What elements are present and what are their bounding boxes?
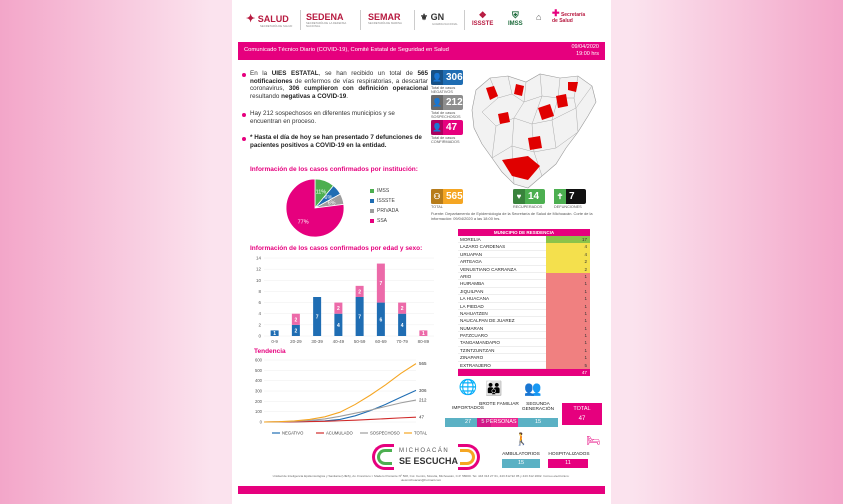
pie-legend-privada: PRIVADA	[370, 208, 399, 214]
bullet-sospechosos: Hay 212 sospechosos en diferentes municipios y se encuentran en proceso.	[250, 110, 395, 125]
stat-defunciones: ✝ 7	[554, 189, 586, 204]
municipio-name: ARIO	[460, 273, 472, 279]
line-ytick: 500	[255, 367, 262, 373]
importados-value: 27	[445, 418, 491, 427]
municipio-row	[458, 347, 590, 354]
people-icon: ⚇	[431, 189, 443, 204]
michoacan-map	[468, 68, 604, 193]
group-icon: 👥	[524, 380, 542, 396]
bar-ytick: 0	[258, 333, 261, 339]
segunda-label: SEGUNDA GENERACIÓN	[521, 402, 555, 413]
municipio-row	[458, 339, 590, 346]
line-end-label: 212	[419, 397, 427, 403]
line-legend-negativo: NEGATIVO	[282, 430, 304, 436]
bar-value-label: 1	[273, 331, 277, 338]
municipio-name: NAHUATZEN	[460, 310, 488, 316]
municipio-row	[458, 354, 590, 361]
hospital-bed-icon: 🛏	[586, 435, 600, 447]
bar-xtick: 0-9	[271, 339, 278, 344]
line-end-label: 565	[419, 361, 427, 367]
municipio-count: 1	[546, 325, 590, 332]
municipio-count: 5	[546, 362, 590, 369]
municipio-row	[458, 251, 590, 258]
line-legend-acumulado: ACUMULADO	[326, 430, 353, 436]
bar-value-label: 2	[400, 306, 404, 313]
hospitalizados-value: 11	[548, 459, 588, 468]
map-region-confirmed	[556, 94, 568, 108]
municipio-name: VENUSTIANO CARRANZA	[460, 266, 517, 272]
heart-icon: ♥	[513, 189, 525, 204]
bullet-dot	[242, 113, 246, 117]
municipio-row	[458, 280, 590, 287]
source-note: Fuente: Departamento de Epidemiología de la Secretaría de Salud de Michoacán. Corte de la información: 09/04/2020 a las 18:00 hrs.	[431, 211, 593, 221]
municipio-count: 1	[546, 339, 590, 346]
line-legend-total: TOTAL	[414, 430, 428, 436]
line-end-label: 306	[419, 387, 427, 393]
walking-icon: 🚶	[514, 432, 529, 446]
ambulatorios-label: AMBULATORIOS	[502, 452, 540, 457]
municipio-row	[458, 236, 590, 243]
line-legend-sospechoso: SOSPECHOSO	[370, 430, 400, 436]
line-title: Tendencia	[254, 348, 286, 355]
municipio-count: 1	[546, 317, 590, 324]
municipio-name: TANGAMANDAPIO	[460, 340, 500, 346]
bulletin-page	[232, 0, 611, 504]
emblem-icon: ⌂	[536, 12, 542, 22]
pie-label: 11%	[315, 189, 327, 196]
municipio-name: JIQUILPAN	[460, 288, 484, 294]
municipio-name: ARTEAGA	[460, 259, 482, 265]
stat-total: ⚇ 565	[431, 189, 463, 204]
municipio-count: 1	[546, 303, 590, 310]
pie-label: 6%	[324, 194, 333, 201]
stat-confirmados: 👤 47	[431, 120, 463, 135]
municipio-name: NUMARAN	[460, 325, 484, 331]
bar-value-label: 7	[358, 314, 362, 321]
line-ytick: 200	[255, 398, 262, 404]
municipio-name: EXTRANJERO	[460, 362, 491, 368]
bar-ytick: 8	[258, 288, 261, 294]
pie-legend-issste: ISSSTE	[370, 198, 395, 204]
line-ytick: 400	[255, 378, 262, 384]
municipio-count: 1	[546, 288, 590, 295]
logo-imss: ⛨ IMSS	[508, 10, 523, 27]
bar-ytick: 12	[255, 266, 261, 272]
municipio-count: 1	[546, 295, 590, 302]
municipio-row	[458, 243, 590, 250]
pie-legend-imss: IMSS	[370, 188, 389, 194]
campaign-logo: MICHOACÁN SE ESCUCHA	[372, 440, 482, 474]
municipio-count: 1	[546, 280, 590, 287]
bullet-dot	[242, 137, 246, 141]
line-ytick: 300	[255, 388, 262, 394]
person-icon: 👤	[431, 120, 443, 135]
municipio-row	[458, 310, 590, 317]
bar-ytick: 14	[255, 255, 261, 261]
stat-defunciones-label: DEFUNCIONES	[554, 205, 582, 209]
line-ytick: 100	[255, 409, 262, 415]
municipios-total: 47	[458, 369, 590, 376]
bullet-dot	[242, 73, 246, 77]
bar-chart	[250, 254, 436, 346]
bar-value-label: 2	[336, 306, 340, 313]
stat-recuperados-label: RECUPERADOS	[513, 205, 543, 209]
municipio-row	[458, 317, 590, 324]
municipio-row	[458, 332, 590, 339]
banner-time: 19:00 hrs	[576, 51, 599, 57]
footer-email[interactable]: uiesmichoacan@hotmail.com	[400, 478, 442, 482]
municipio-count: 1	[546, 273, 590, 280]
bar-value-label: 7	[315, 314, 319, 321]
importados-label: IMPORTADOS	[452, 406, 484, 411]
municipio-name: TZINTZUNTZAN	[460, 347, 495, 353]
pie-chart	[284, 177, 346, 239]
municipio-count: 1	[546, 332, 590, 339]
bar-value-label: 7	[379, 281, 383, 288]
bar-xtick: 80-89	[417, 339, 430, 344]
bar-value-label: 2	[294, 317, 298, 324]
bar-value-label: 2	[358, 289, 362, 296]
municipio-name: PATZCUARO	[460, 333, 488, 339]
logo-secretaria-salud: ✚ Secretaría de Salud	[552, 8, 586, 24]
brote-value: 5 PERSONAS	[477, 418, 521, 427]
person-icon: 👤	[431, 95, 443, 110]
bullet-defunciones: * Hasta el día de hoy se han presentado 7 defunciones de pacientes positivos a COVID-19 en la entidad.	[250, 134, 422, 149]
municipio-count: 1	[546, 310, 590, 317]
municipios-table	[458, 229, 590, 376]
logo-salud: ✦ SALUD SECRETARÍA DE SALUD	[246, 13, 293, 28]
bar-xtick: 70-79	[396, 339, 408, 344]
stat-confirmados-label: Total de casos CONFIRMADOS	[431, 136, 460, 144]
municipio-count: 2	[546, 258, 590, 265]
municipio-name: URUAPAN	[460, 251, 483, 257]
stat-total-label: TOTAL	[431, 205, 443, 209]
ambulatorios-value: 15	[502, 459, 540, 468]
municipio-count: 2	[546, 266, 590, 273]
municipio-name: LA PIEDAD	[460, 303, 484, 309]
line-chart	[250, 356, 450, 438]
line-series-total	[264, 364, 416, 422]
cross-icon: ✝	[554, 189, 566, 204]
map-region-confirmed	[498, 112, 510, 124]
municipio-row	[458, 303, 590, 310]
municipio-row	[458, 258, 590, 265]
pie-label: 77%	[297, 219, 309, 226]
bar-ytick: 4	[258, 311, 261, 317]
bullet-notificaciones: En la UIES ESTATAL, se han recibido un total de 565 notificaciones de enfermos de vías respiratorias, a descartar coronavirus, 306 cumplieron con definición operacional resultando negativas a COVID-19.	[250, 70, 429, 100]
bar-xtick: 30-39	[311, 339, 323, 344]
municipio-row	[458, 266, 590, 273]
stat-sospechosos-label: Total de casos SOSPECHOSOS	[431, 111, 461, 119]
line-series-negativo	[264, 390, 416, 422]
bar-title: Información de los casos confirmados por edad y sexo:	[250, 245, 423, 252]
municipio-row	[458, 273, 590, 280]
municipios-header: MUNICIPIO DE RESIDENCIA	[458, 229, 590, 236]
banner-date: 09/04/2020	[571, 44, 599, 50]
logo-issste: ❖ ISSSTE	[472, 10, 494, 27]
bar-xtick: 40-49	[332, 339, 345, 344]
importados-block	[454, 380, 482, 396]
municipio-row	[458, 295, 590, 302]
footer-address: Unidad de Inteligencia Epidemiológica y Sanitaria (UIES), Av. Francisco I. Madero Poniente Nº 508, Col. Centro, Morelia, Michoacán, C.P. 58000. Tel. 443 313 27 61, 443 312 92 05 y 443 312 2002. Correo electrónico: uiesmichoacan@hotmail.com	[272, 474, 570, 482]
municipio-count: 17	[546, 236, 590, 243]
stat-negativos-label: Total de casos NEGATIVOS	[431, 86, 456, 94]
logo-semar: SEMAR SECRETARÍA DE MARINA	[368, 12, 402, 25]
municipio-name: NAUCALPAN DE JUAREZ	[460, 318, 515, 324]
footer-bar	[238, 486, 605, 494]
map-region-confirmed	[528, 136, 542, 150]
bar-value-label: 4	[336, 322, 340, 329]
municipio-count: 1	[546, 347, 590, 354]
bar-value-label: 6	[379, 317, 383, 324]
stat-recuperados: ♥ 14	[513, 189, 545, 204]
globe-icon: 🌐	[458, 379, 478, 396]
bar-xtick: 20-29	[290, 339, 302, 344]
pie-label: 6%	[327, 200, 336, 207]
bar-ytick: 6	[258, 300, 261, 306]
bulletin-banner	[238, 42, 605, 60]
municipio-row	[458, 362, 590, 369]
family-icon: 👪	[485, 380, 501, 396]
bar-ytick: 10	[255, 277, 261, 283]
line-ytick: 600	[255, 357, 262, 363]
municipio-count: 4	[546, 243, 590, 250]
municipio-name: ZINAPARO	[460, 355, 484, 361]
bar-xtick: 50-59	[353, 339, 366, 344]
municipio-name: LAZARO CARDENAS	[460, 244, 506, 250]
brote-label: BROTE FAMILIAR	[479, 402, 519, 407]
origen-total: TOTAL 47	[562, 403, 602, 425]
segunda-value: 15	[518, 418, 558, 427]
line-ytick: 0	[259, 419, 262, 425]
person-icon: 👤	[431, 70, 443, 85]
bar-value-label: 2	[294, 328, 298, 335]
hospitalizados-label: HOSPITALIZADOS	[548, 452, 590, 457]
stat-sospechosos: 👤 212	[432, 97, 463, 108]
municipio-name: MORELIA	[460, 237, 481, 242]
pie-title: Información de los casos confirmados por institución:	[250, 166, 418, 173]
line-end-label: 47	[419, 414, 425, 420]
municipio-row	[458, 325, 590, 332]
municipio-name: LA HUACANA	[460, 296, 490, 302]
municipio-name: HUIRAMBA	[460, 281, 485, 287]
stat-negativos: 👤 306	[432, 72, 463, 83]
municipio-count: 1	[546, 354, 590, 361]
bar-xtick: 60-69	[375, 339, 387, 344]
bar-value-label: 1	[421, 331, 425, 338]
banner-title: Comunicado Técnico Diario (COVID-19), Comité Estatal de Seguridad en Salud	[244, 47, 449, 53]
bar-ytick: 2	[258, 322, 261, 328]
logo-gn: ⚜ GN GUARDIA NACIONAL	[420, 12, 458, 26]
municipio-row	[458, 288, 590, 295]
pie-legend-ssa: SSA	[370, 218, 387, 224]
municipio-count: 4	[546, 251, 590, 258]
logo-sedena: SEDENA SECRETARÍA DE LA DEFENSA NACIONAL	[306, 12, 347, 28]
bar-value-label: 4	[400, 322, 404, 329]
